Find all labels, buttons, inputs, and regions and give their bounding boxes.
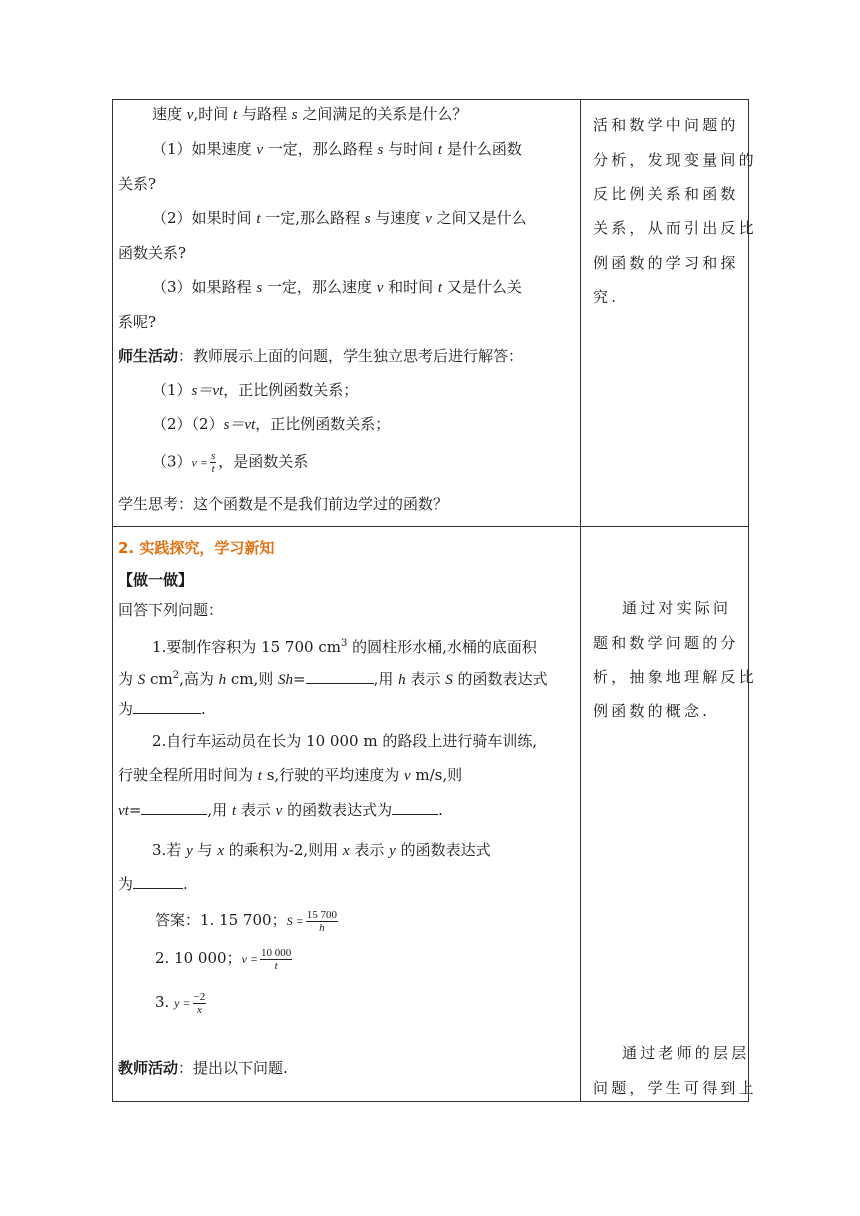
row-divider (112, 526, 749, 527)
problem-1: 1.要制作容积为 15 700 $cm^3$ 的圆柱形水桶,水桶的底面积 (152, 638, 537, 656)
problem-2: 2.自行车运动员在长为 10 000 m 的路段上进行骑车训练, (152, 732, 538, 750)
fraction: $\frac{10 000}{t}$ (261, 946, 292, 972)
side-note-line: 关系，从而引出反比 (593, 219, 757, 237)
fraction: $\frac{s}{t}$ (210, 450, 216, 475)
question-1: （1）如果速度 v 一定，那么路程 s 与时间 t 是什么函数 (152, 140, 522, 158)
side-note-line: 问题，学生可得到上 (593, 1079, 757, 1097)
problem-3: 3.若 y 与 x 的乘积为-2,则用 x 表示 y 的函数表达式 (152, 841, 491, 859)
side-note-line: 反比例关系和函数 (593, 185, 739, 203)
problem-3-end: 为 . (118, 875, 188, 893)
side-note-line: 通过老师的层层 (622, 1044, 750, 1062)
section-heading: 2. 实践探究，学习新知 (118, 539, 275, 557)
side-note-line: 例函数的学习和探 (593, 254, 739, 272)
question-3-cont: 系呢? (118, 313, 157, 331)
intro-text: 回答下列问题： (118, 601, 224, 619)
problem-1-end: 为 . (118, 700, 206, 718)
subheading: 【做一做】 (118, 571, 194, 589)
side-note-line: 究. (593, 288, 620, 306)
answer-blank[interactable] (141, 799, 207, 815)
answer-key-1: 答案：1. 15 700；S = $\frac{15 700}{h}$ (155, 908, 337, 934)
answer-key-3: 3. y = $\frac{-2}{x}$ (155, 990, 206, 1016)
teacher-activity: 教师活动：提出以下问题. (118, 1059, 288, 1077)
answer-2: （2）（2）s＝vt，正比例函数关系； (152, 415, 391, 433)
side-note-line: 活和数学中问题的 (593, 116, 739, 134)
question-1-cont: 关系? (118, 175, 157, 193)
problem-1-cont: 为 S $cm^2$,高为 h cm,则 Sh= ,用 h 表示 S 的函数表达式 (118, 670, 548, 688)
answer-blank[interactable] (133, 873, 183, 889)
column-divider (580, 99, 581, 1102)
answer-key-2: 2. 10 000；v = $\frac{10 000}{t}$ (155, 946, 292, 972)
answer-1: （1）s＝vt，正比例函数关系； (152, 381, 359, 399)
side-note-line: 析，抽象地理解反比 (593, 668, 757, 686)
side-note-line: 例函数的概念. (593, 702, 711, 720)
problem-2-cont: 行驶全程所用时间为 t s,行驶的平均速度为 v m/s,则 (118, 766, 463, 784)
answer-blank[interactable] (392, 799, 438, 815)
question-2: （2）如果时间 t 一定,那么路程 s 与速度 v 之间又是什么 (152, 209, 527, 227)
answer-3: （3）v = $\frac{s}{t}$ ，是函数关系 (152, 450, 309, 475)
intro-question: 速度 v,时间 t 与路程 s 之间满足的关系是什么？ (152, 105, 468, 123)
side-note-line: 题和数学问题的分 (593, 634, 739, 652)
student-thinking: 学生思考：这个函数是不是我们前边学过的函数？ (118, 495, 449, 513)
answer-blank[interactable] (306, 668, 374, 684)
question-3: （3）如果路程 s 一定，那么速度 v 和时间 t 又是什么关 (152, 278, 522, 296)
activity-line: 师生活动：教师展示上面的问题，学生独立思考后进行解答： (118, 347, 524, 365)
fraction: $\frac{-2}{x}$ (193, 990, 206, 1016)
question-2-cont: 函数关系? (118, 244, 187, 262)
side-note-line: 通过对实际问 (622, 599, 732, 617)
fraction: $\frac{15 700}{h}$ (306, 908, 337, 934)
answer-blank[interactable] (133, 698, 201, 714)
side-note-line: 分析，发现变量间的 (593, 151, 757, 169)
problem-2-end: vt= ,用 t 表示 v 的函数表达式为 . (118, 801, 443, 819)
